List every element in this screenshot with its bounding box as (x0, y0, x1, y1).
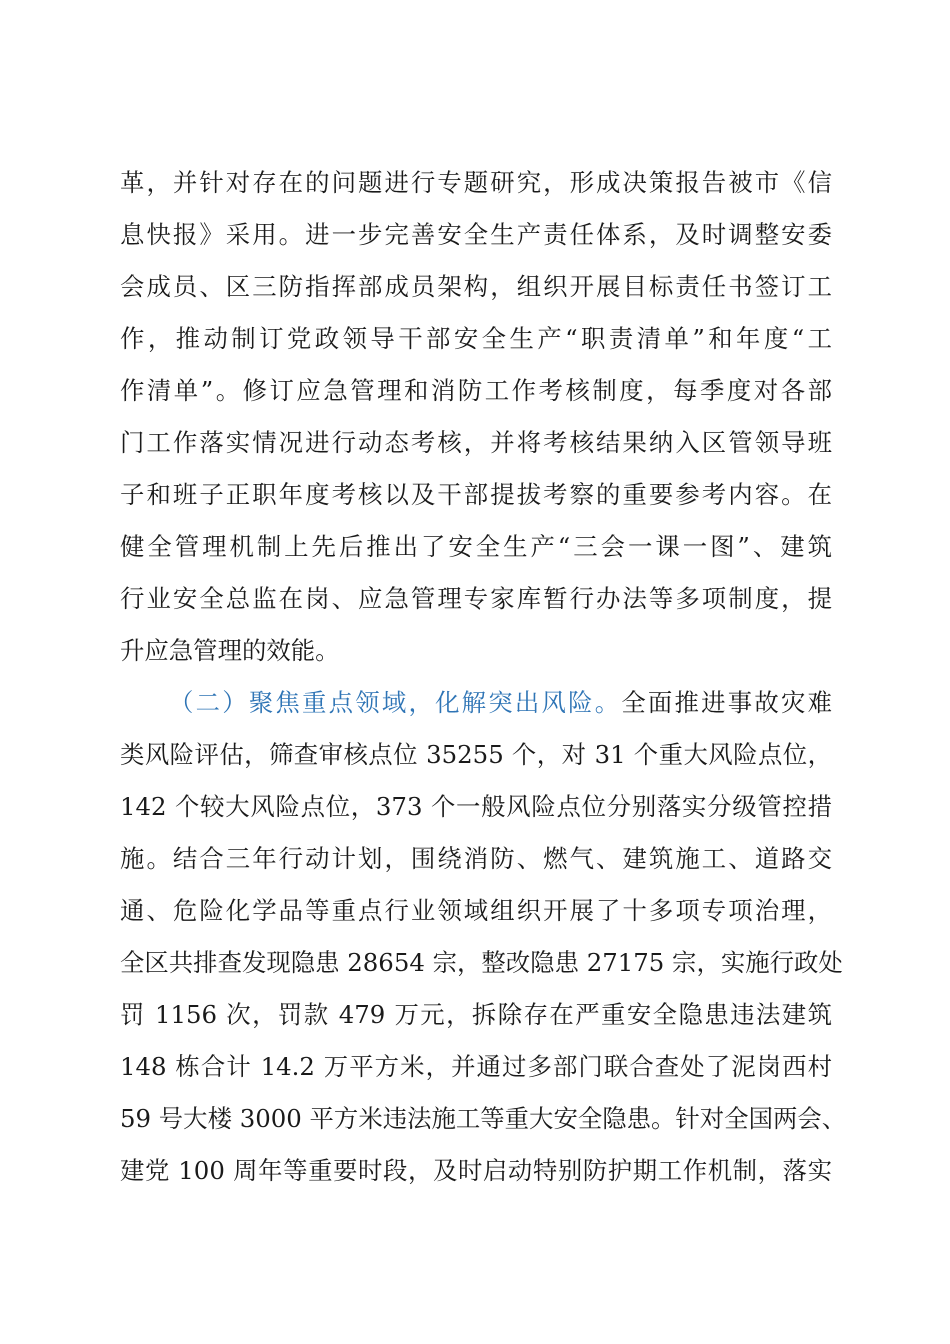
text-line: 施。结合三年行动计划，围绕消防、燃气、建筑施工、道路交 (120, 844, 832, 873)
text-line: 健全管理机制上先后推出了安全生产“三会一课一图”、建筑 (120, 532, 832, 561)
text-line: 59 号大楼 3000 平方米违法施工等重大安全隐患。针对全国两会、 (120, 1104, 847, 1133)
section-heading-continuation: 全面推进事故灾难 (621, 688, 832, 717)
text-line: 息快报》采用。进一步完善安全生产责任体系，及时调整安委 (120, 220, 832, 249)
text-line: 行业安全总监在岗、应急管理专家库暂行办法等多项制度，提 (120, 584, 832, 613)
text-line: 142 个较大风险点位，373 个一般风险点位分别落实分级管控措 (120, 792, 832, 821)
text-line: 148 栋合计 14.2 万平方米，并通过多部门联合查处了泥岗西村 (120, 1052, 832, 1081)
text-line: 罚 1156 次，罚款 479 万元，拆除存在严重安全隐患违法建筑 (120, 1000, 832, 1029)
text-line: 子和班子正职年度考核以及干部提拔考察的重要参考内容。在 (120, 480, 832, 509)
text-line: 革，并针对存在的问题进行专题研究，形成决策报告被市《信 (120, 168, 832, 197)
text-line: 作，推动制订党政领导干部安全生产“职责清单”和年度“工 (120, 324, 832, 353)
paragraph-2-first-line (169, 677, 832, 729)
text-line: 通、危险化学品等重点行业领域组织开展了十多项专项治理， (120, 896, 832, 925)
section-heading: （二）聚焦重点领域，化解突出风险。 (169, 688, 622, 717)
text-line: 全区共排查发现隐患 28654 宗，整改隐患 27175 宗，实施行政处 (120, 948, 843, 977)
text-line: 升应急管理的效能。 (120, 636, 340, 665)
text-line: 作清单”。修订应急管理和消防工作考核制度，每季度对各部 (120, 376, 832, 405)
text-line: 建党 100 周年等重要时段，及时启动特别防护期工作机制，落实 (120, 1156, 832, 1185)
text-line: 类风险评估，筛查审核点位 35255 个，对 31 个重大风险点位， (120, 740, 832, 769)
text-line: 门工作落实情况进行动态考核，并将考核结果纳入区管领导班 (120, 428, 832, 457)
text-line: 会成员、区三防指挥部成员架构，组织开展目标责任书签订工 (120, 272, 832, 301)
